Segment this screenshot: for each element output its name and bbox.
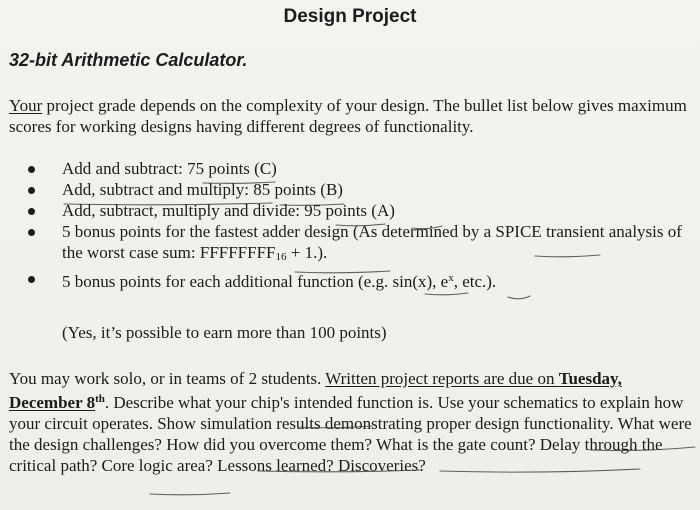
bullet-text: Add, subtract and multiply: 85 points (B)	[62, 180, 343, 199]
list-item	[28, 158, 688, 179]
reports-due-text: Written project reports are due on	[325, 369, 559, 388]
bullet-text-end: + 1.).	[286, 243, 328, 262]
due-date: Tuesday, December 8	[9, 369, 622, 412]
intro-text: project grade depends on the complexity of your design. The bullet list below gives maximum scores for working designs having different degrees of functionality.	[9, 96, 687, 136]
bullet-dot	[28, 276, 35, 283]
bullet-text: Add, subtract, multiply and divide: 95 points (A)	[62, 201, 395, 220]
superscript-exponent: x	[448, 272, 454, 284]
list-item	[28, 221, 688, 268]
bullet-list	[28, 158, 688, 292]
page-subtitle: 32-bit Arithmetic Calculator.	[9, 50, 248, 70]
para-text-1: You may work solo, or in teams of 2 students.	[9, 369, 326, 388]
bullet-text: Add and subtract: 75 points (C)	[62, 159, 277, 178]
page-title: Design Project	[283, 6, 417, 27]
bullet-text: 5 bonus points for each additional function (e.g. sin(x), e	[62, 272, 449, 291]
bullet-dot	[28, 208, 35, 215]
list-item	[28, 200, 688, 221]
pencil-mark	[508, 296, 530, 299]
instructions-paragraph	[9, 368, 695, 476]
pencil-mark	[150, 493, 230, 495]
list-item	[28, 179, 688, 200]
subscript-base: 16	[275, 251, 287, 263]
bullet-text-end: , etc.).	[453, 272, 497, 291]
bullet-dot	[28, 187, 35, 194]
para-text-2: . Describe what your chip's intended function is. Use your schematics to explain how your circuit operates. Show simulation results demonstrating proper design functionality. What were the design challenges? How did you overcome them? What is the gate count? Delay through the critical path? Core logic area? Lessons learned? Discoveries?	[9, 393, 692, 475]
pencil-mark	[425, 293, 468, 295]
bonus-note: (Yes, it’s possible to earn more than 100 points)	[62, 323, 387, 342]
intro-your: Your	[9, 96, 43, 115]
list-item	[28, 268, 688, 292]
bullet-dot	[28, 166, 35, 173]
intro-paragraph	[9, 95, 694, 137]
bullet-dot	[28, 229, 35, 236]
bullet-text: 5 bonus points for the fastest adder design (As determined by a SPICE transient analysis of the worst case sum: FFFFFFFF	[62, 222, 682, 262]
due-date-suffix: th	[95, 393, 105, 405]
